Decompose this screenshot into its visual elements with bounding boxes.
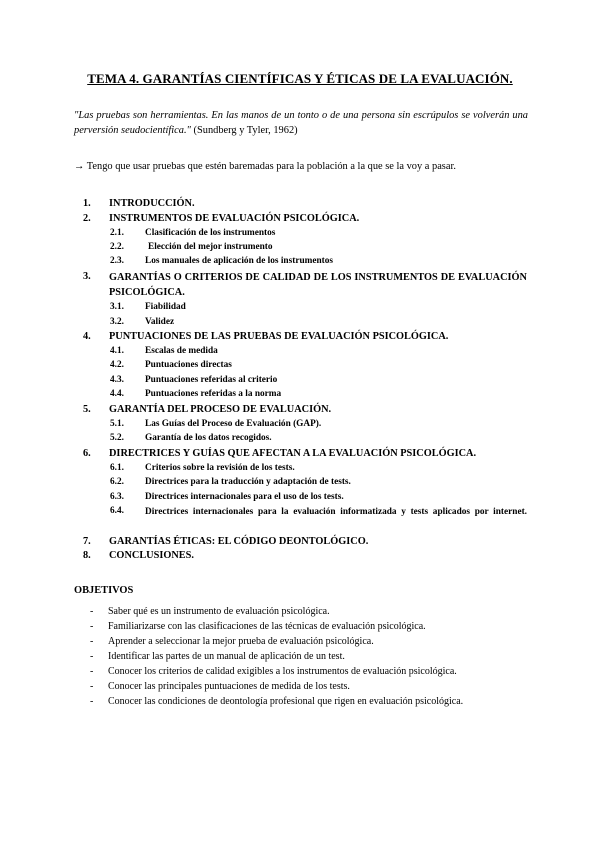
outline-number: 6.3. bbox=[110, 492, 124, 502]
outline-number: 5. bbox=[83, 404, 91, 415]
quote-attribution: (Sundberg y Tyler, 1962) bbox=[190, 125, 298, 136]
outline-text: GARANTÍAS ÉTICAS: EL CÓDIGO DEONTOLÓGICO. bbox=[109, 536, 369, 547]
outline-number: 6. bbox=[83, 448, 91, 459]
epigraph-quote bbox=[74, 108, 528, 138]
outline-text: Garantía de los datos recogidos. bbox=[145, 433, 272, 443]
outline-text: CONCLUSIONES. bbox=[109, 550, 194, 561]
quote-text: "Las pruebas son herramientas. En las manos de un tonto o de una persona sin escrúpulos se volverán una perversión seudocientífica." bbox=[74, 110, 528, 136]
outline-number: 3. bbox=[83, 271, 91, 282]
outline-text: INTRODUCCIÓN. bbox=[109, 198, 195, 209]
outline-number: 4.3. bbox=[110, 375, 124, 385]
outline-text: DIRECTRICES Y GUÍAS QUE AFECTAN A LA EVALUACIÓN PSICOLÓGICA. bbox=[109, 448, 477, 459]
outline-text: Elección del mejor instrumento bbox=[148, 242, 273, 252]
outline-text: Directrices internacionales para el uso de los tests. bbox=[145, 492, 344, 502]
outline-number: 5.2. bbox=[110, 433, 124, 443]
outline-text: Puntuaciones referidas al criterio bbox=[145, 375, 278, 385]
outline-text: Escalas de medida bbox=[145, 346, 218, 356]
outline-number: 2. bbox=[83, 213, 91, 224]
outline-text: Puntuaciones directas bbox=[145, 360, 232, 370]
outline-number: 2.1. bbox=[110, 228, 124, 238]
outline-number: 3.2. bbox=[110, 317, 124, 327]
objective-text: Conocer las condiciones de deontología profesional que rigen en evaluación psicológica. bbox=[108, 696, 464, 707]
objective-text: Conocer las principales puntuaciones de medida de los tests. bbox=[108, 681, 350, 692]
outline-text: Las Guías del Proceso de Evaluación (GAP). bbox=[145, 419, 322, 429]
objective-text: Conocer los criterios de calidad exigibles a los instrumentos de evaluación psicológica. bbox=[108, 666, 457, 677]
objectives-heading: OBJETIVOS bbox=[74, 585, 134, 596]
objective-text: Identificar las partes de un manual de aplicación de un test. bbox=[108, 651, 345, 662]
outline-number: 4.1. bbox=[110, 346, 124, 356]
objective-text: Aprender a seleccionar la mejor prueba de evaluación psicológica. bbox=[108, 636, 374, 647]
outline-number: 2.3. bbox=[110, 256, 124, 266]
bullet-dash: - bbox=[90, 666, 94, 677]
outline-number: 6.1. bbox=[110, 463, 124, 473]
page-title: TEMA 4. GARANTÍAS CIENTÍFICAS Y ÉTICAS DE LA EVALUACIÓN. bbox=[87, 71, 513, 86]
outline-number: 4.4. bbox=[110, 389, 124, 399]
outline-number: 3.1. bbox=[110, 302, 124, 312]
arrow-note: → Tengo que usar pruebas que estén baremadas para la población a la que se la voy a pasar. bbox=[74, 161, 456, 172]
outline-text: Validez bbox=[145, 317, 175, 327]
outline-text: Clasificación de los instrumentos bbox=[145, 228, 276, 238]
outline-number: 6.4. bbox=[110, 506, 124, 516]
outline-text: Directrices para la traducción y adaptación de tests. bbox=[145, 477, 351, 487]
outline-number: 1. bbox=[83, 198, 91, 209]
objective-text: Familiarizarse con las clasificaciones de las técnicas de evaluación psicológica. bbox=[108, 621, 426, 632]
bullet-dash: - bbox=[90, 636, 94, 647]
outline-number: 2.2. bbox=[110, 242, 124, 252]
outline-number: 5.1. bbox=[110, 419, 124, 429]
bullet-dash: - bbox=[90, 621, 94, 632]
outline-text: GARANTÍA DEL PROCESO DE EVALUACIÓN. bbox=[109, 404, 332, 415]
outline-text: PUNTUACIONES DE LAS PRUEBAS DE EVALUACIÓN PSICOLÓGICA. bbox=[109, 331, 449, 342]
outline-number: 7. bbox=[83, 536, 91, 547]
outline-text: Fiabilidad bbox=[145, 302, 186, 312]
outline-number: 4. bbox=[83, 331, 91, 342]
bullet-dash: - bbox=[90, 651, 94, 662]
bullet-dash: - bbox=[90, 696, 94, 707]
outline-number: 4.2. bbox=[110, 360, 124, 370]
outline-number: 6.2. bbox=[110, 477, 124, 487]
outline-text: GARANTÍAS O CRITERIOS DE CALIDAD DE LOS INSTRUMENTOS DE EVALUACIÓN PSICOLÓGICA. bbox=[109, 272, 527, 298]
bullet-dash: - bbox=[90, 606, 94, 617]
outline-number: 8. bbox=[83, 550, 91, 561]
outline-text: Criterios sobre la revisión de los tests. bbox=[145, 463, 295, 473]
bullet-dash: - bbox=[90, 681, 94, 692]
outline-text: Puntuaciones referidas a la norma bbox=[145, 389, 282, 399]
outline-text: INSTRUMENTOS DE EVALUACIÓN PSICOLÓGICA. bbox=[109, 213, 360, 224]
outline-text: Los manuales de aplicación de los instrumentos bbox=[145, 256, 334, 266]
objective-text: Saber qué es un instrumento de evaluación psicológica. bbox=[108, 606, 330, 617]
outline-text: Directrices internacionales para la evaluación informatizada y tests aplicados por internet. bbox=[145, 507, 527, 517]
